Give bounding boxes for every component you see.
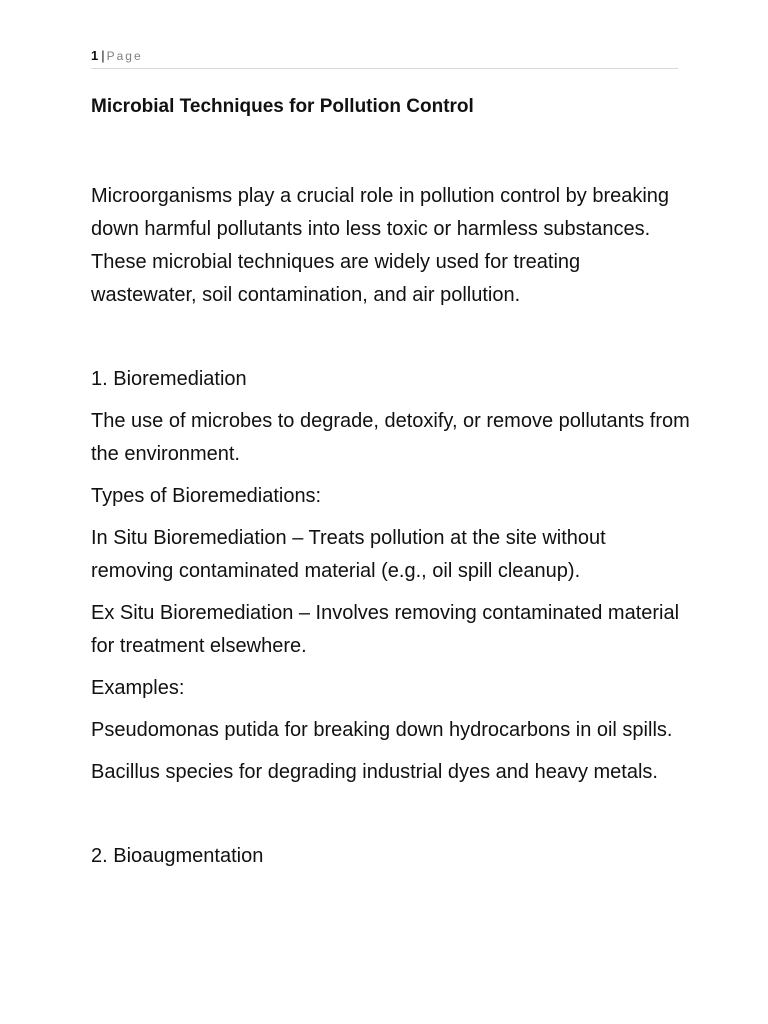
- types-heading: Types of Bioremediations:: [91, 485, 322, 507]
- page-label: Page: [106, 49, 143, 63]
- examples-heading: Examples:: [91, 677, 185, 699]
- type-in-situ: In Situ Bioremediation – Treats pollution at the site without removing contaminated material (e.g., oil spill cleanup).: [91, 527, 606, 582]
- type-ex-situ: Ex Situ Bioremediation – Involves removing contaminated material for treatment elsewhere.: [91, 602, 680, 657]
- bioremediation-definition: The use of microbes to degrade, detoxify, or remove pollutants from the environment.: [91, 410, 690, 465]
- example-bacillus: Bacillus species for degrading industrial dyes and heavy metals.: [91, 761, 658, 783]
- document-title: Microbial Techniques for Pollution Control: [91, 96, 474, 117]
- header-separator: |: [101, 48, 105, 63]
- example-pseudomonas: Pseudomonas putida for breaking down hydrocarbons in oil spills.: [91, 719, 673, 741]
- intro-paragraph: Microorganisms play a crucial role in pollution control by breaking down harmful pollutants into less toxic or harmless substances. These microbial techniques are widely used for treating wastewater, soil contamination, and air pollution.: [91, 185, 670, 306]
- section-heading-bioaugmentation: 2. Bioaugmentation: [91, 845, 264, 867]
- page-header: [91, 46, 678, 69]
- page-number: 1: [91, 48, 99, 63]
- section-heading-bioremediation: 1. Bioremediation: [91, 368, 247, 390]
- document-body: [91, 95, 691, 873]
